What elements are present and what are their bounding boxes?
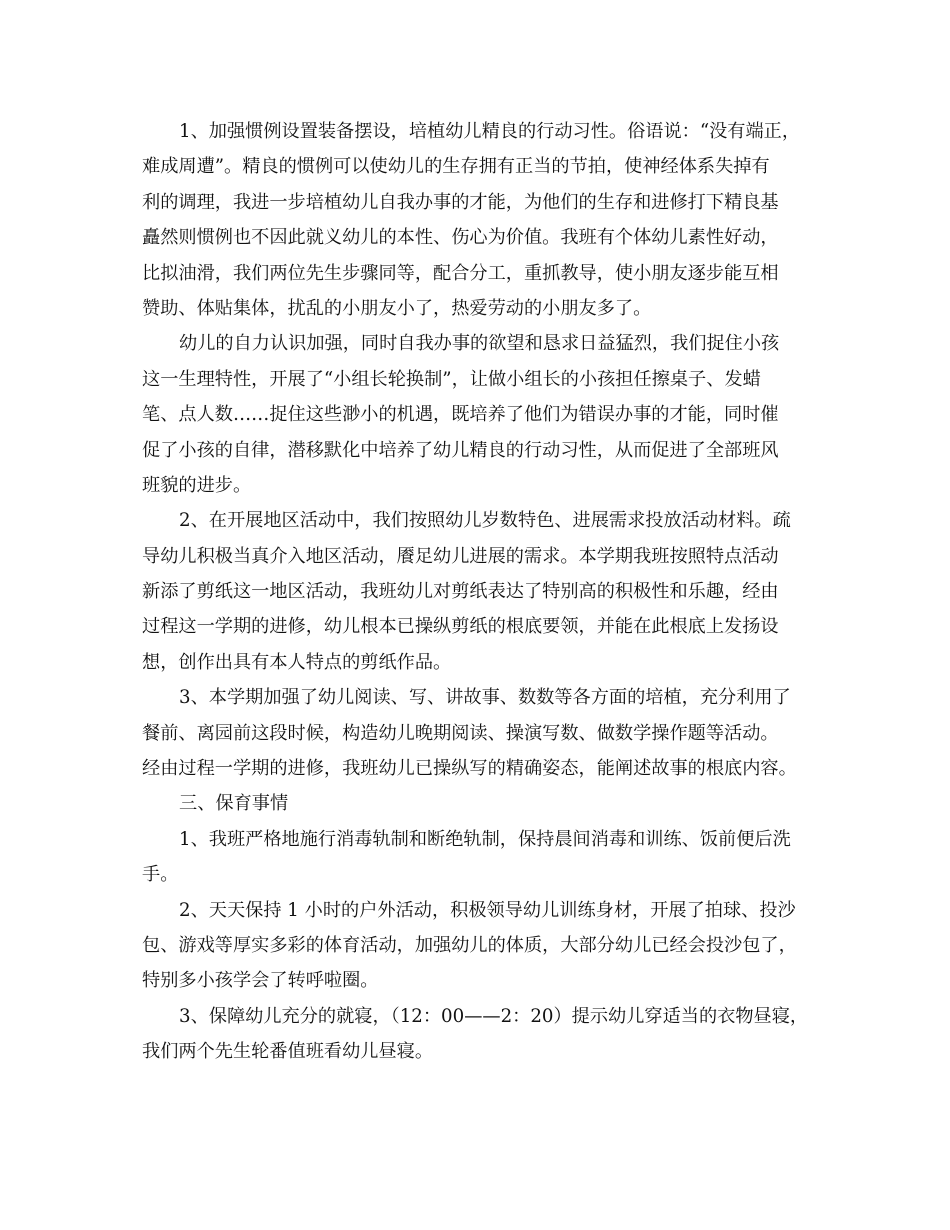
paragraph-line: 3、保障幼儿充分的就寝，（12：00——2：20）提示幼儿穿适当的衣物昼寝， [179, 1005, 809, 1027]
paragraph-line: 2、天天保持 1 小时的户外活动，积极领导幼儿训练身材，开展了拍球、投沙 [179, 899, 796, 921]
paragraph-line: 1、我班严格地施行消毒轨制和断绝轨制，保持晨间消毒和训练、饭前便后洗 [179, 828, 791, 850]
paragraph-line: 手。 [142, 864, 179, 886]
paragraph-line: 幼儿的自力认识加强，同时自我办事的欲望和恳求日益猛烈，我们捉住小孩 [179, 333, 780, 355]
paragraph-line: 想，创作出具有本人特点的剪纸作品。 [142, 651, 452, 673]
paragraph-line: 过程这一学期的进修，幼儿根本已操纵剪纸的根底要领，并能在此根底上发扬设 [142, 616, 779, 638]
paragraph-line: 这一生理特性，开展了“小组长轮换制”，让做小组长的小孩担任擦桌子、发蜡 [142, 368, 761, 390]
paragraph-line: 1、加强惯例设置装备摆设，培植幼儿精良的行动习性。俗语说：“没有端正， [179, 121, 801, 142]
paragraph-line: 新添了剪纸这一地区活动，我班幼儿对剪纸表达了特别高的积极性和乐趣，经由 [142, 581, 779, 603]
document-body [142, 114, 812, 1070]
paragraph-line: 利的调理，我进一步培植幼儿自我办事的才能，为他们的生存和进修打下精良基 [142, 191, 779, 213]
paragraph-line: 比拟油滑，我们两位先生步骤同等，配合分工，重抓教导，使小朋友逐步能互相 [142, 262, 779, 284]
paragraph-line: 导幼儿积极当真介入地区活动，餍足幼儿进展的需求。本学期我班按照特点活动 [142, 545, 779, 567]
paragraph-line: 矗然则惯例也不因此就义幼儿的本性、伤心为价值。我班有个体幼儿素性好动， [142, 227, 779, 249]
paragraph-line: 包、游戏等厚实多彩的体育活动，加强幼儿的体质，大部分幼儿已经会投沙包了， [142, 934, 797, 956]
paragraph-line: 促了小孩的自律，潜移默化中培养了幼儿精良的行动习性，从而促进了全部班风 [142, 439, 779, 461]
paragraph-line: 3、本学期加强了幼儿阅读、写、讲故事、数数等各方面的培植，充分利用了 [179, 687, 791, 709]
paragraph-line: 2、在开展地区活动中，我们按照幼儿岁数特色、进展需求投放活动材料。疏 [179, 510, 791, 532]
paragraph-line: 班貌的进步。 [142, 474, 252, 496]
paragraph-line: 特别多小孩学会了转呼啦圈。 [142, 970, 379, 992]
paragraph-line: 经由过程一学期的进修，我班幼儿已操纵写的精确姿态，能阐述故事的根底内容。 [142, 758, 797, 780]
paragraph-line: 餐前、离园前这段时候，构造幼儿晚期阅读、操演写数、做数学操作题等活动。 [142, 722, 779, 744]
paragraph-line: 赞助、体贴集体，扰乱的小朋友小了，热爱劳动的小朋友多了。 [142, 297, 652, 319]
paragraph-line: 笔、点人数……捉住这些渺小的机遇，既培养了他们为错误办事的才能，同时催 [142, 404, 779, 426]
paragraph-line: 我们两个先生轮番值班看幼儿昼寝。 [142, 1041, 434, 1063]
paragraph-line: 难成周遭”。精良的惯例可以使幼儿的生存拥有正当的节拍，使神经体系失掉有 [142, 156, 770, 178]
section-heading: 三、保育事情 [179, 793, 289, 815]
